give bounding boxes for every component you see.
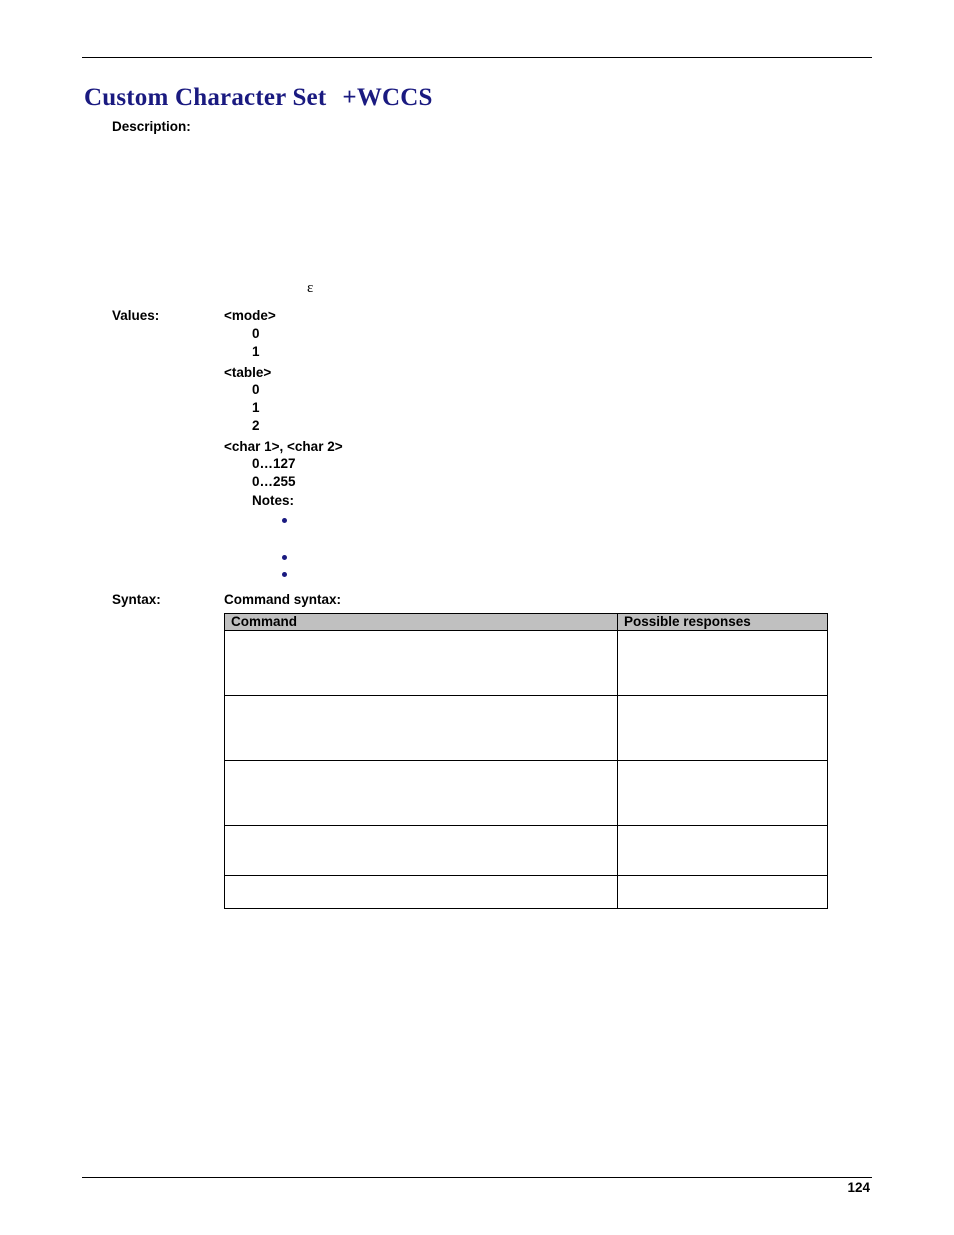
command-cell xyxy=(225,876,618,909)
section-title xyxy=(84,84,433,112)
table-param-label: <table> xyxy=(224,365,272,380)
mode-option: 1 xyxy=(252,344,260,359)
table-row xyxy=(225,631,828,696)
char-range: 0…127 xyxy=(252,456,296,471)
note-bullet xyxy=(282,518,287,523)
values-label: Values: xyxy=(112,308,160,323)
header-rule xyxy=(82,57,872,58)
syntax-label: Syntax: xyxy=(112,592,161,607)
notes-label: Notes: xyxy=(252,493,295,508)
response-cell xyxy=(618,631,828,696)
table-row xyxy=(225,876,828,909)
response-cell xyxy=(618,696,828,761)
section-command: +WCCS xyxy=(342,84,433,111)
command-syntax-table xyxy=(224,613,828,909)
char-range: 0…255 xyxy=(252,474,296,489)
response-cell xyxy=(618,826,828,876)
table-header-row xyxy=(225,614,828,631)
table-row xyxy=(225,696,828,761)
table-option: 0 xyxy=(252,382,260,397)
command-cell xyxy=(225,631,618,696)
note-bullet xyxy=(282,572,287,577)
command-syntax-label: Command syntax: xyxy=(224,592,342,607)
description-label: Description: xyxy=(112,119,191,134)
page-number: 124 xyxy=(847,1180,870,1195)
mode-option: 0 xyxy=(252,326,260,341)
responses-column-header: Possible responses xyxy=(618,614,828,631)
response-cell xyxy=(618,876,828,909)
command-column-header: Command xyxy=(225,614,618,631)
command-cell xyxy=(225,696,618,761)
char-param-label: <char 1>, <char 2> xyxy=(224,439,343,454)
section-title-text: Custom Character Set xyxy=(84,84,327,111)
table-option: 1 xyxy=(252,400,260,415)
mode-param-label: <mode> xyxy=(224,308,276,323)
note-bullet xyxy=(282,555,287,560)
response-cell xyxy=(618,761,828,826)
command-cell xyxy=(225,826,618,876)
table-row xyxy=(225,761,828,826)
epsilon-symbol: ε xyxy=(307,280,314,296)
footer-rule xyxy=(82,1177,872,1178)
command-cell xyxy=(225,761,618,826)
table-row xyxy=(225,826,828,876)
table-option: 2 xyxy=(252,418,260,433)
